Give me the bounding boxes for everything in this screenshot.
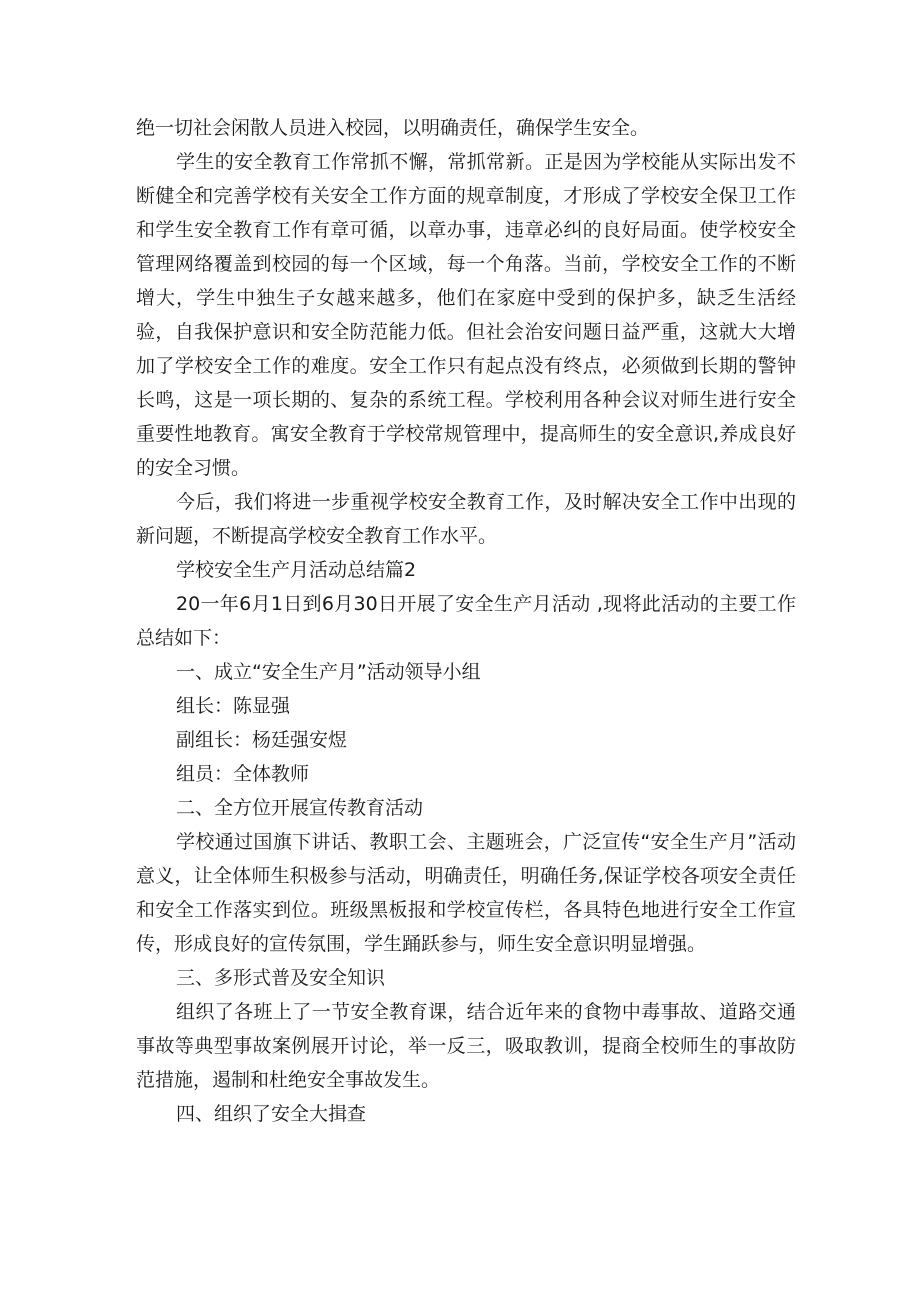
section-title: 学校安全生产月活动总结篇2 [176, 559, 417, 581]
heading-knowledge: 三、多形式普及安全知识 [176, 967, 386, 989]
paragraph-intro: 20一年6月1日到6月30日开展了安全生产月活动 ,现将此活动的主要工作总结如下： [136, 593, 796, 649]
paragraph-safety-education: 学生的安全教育工作常抓不懈，常抓常新。正是因为学校能从实际出发不断健全和完善学校有关安全工作方面的规章制度，才形成了学校安全保卫工作和学生安全教育工作有章可循，以章办事，违章必纠的良好局面。使学校安全管理网络覆盖到校园的每一个区域，每一个角落。当前，学校安全工作的不断增大，学生中独生子女越来越多，他们在家庭中受到的保护多，缺乏生活经验，自我保护意识和安全防范能力低。但社会治安问题日益严重，这就大大增加了学校安全工作的难度。安全工作只有起点没有终点，必须做到长期的警钟长鸣，这是一项长期的、复杂的系统工程。学校利用各种会议对师生进行安全重要性地教育。寓安全教育于学校常规管理中，提高师生的安全意识,养成良好的安全习惯。 [136, 151, 796, 479]
list-item-leader: 组长：陈显强 [176, 695, 291, 717]
paragraph-publicity: 学校通过国旗下讲话、教职工会、主题班会，广泛宣传“安全生产月”活动意义，让全体师生积极参与活动，明确责任，明确任务,保证学校各项安全责任和安全工作落实到位。班级黑板报和学校宣传栏，各具特色地进行安全工作宣传，形成良好的宣传氛围，学生踊跃参与，师生安全意识明显增强。 [136, 831, 796, 955]
paragraph-continuation: 绝一切社会闲散人员进入校园，以明确责任，确保学生安全。 [136, 117, 650, 139]
document-body [136, 111, 796, 1131]
paragraph-knowledge: 组织了各班上了一节安全教育课，结合近年来的食物中毒事故、道路交通事故等典型事故案例展开讨论，举一反三，吸取教训，提商全校师生的事故防范措施，遏制和杜绝安全事故发生。 [136, 1001, 796, 1091]
heading-inspection: 四、组织了安全大揖查 [176, 1103, 367, 1125]
list-item-deputy-leader: 副组长：杨廷强安煜 [176, 729, 348, 751]
paragraph-future-work: 今后，我们将进一步重视学校安全教育工作，及时解决安全工作中出现的新问题，不断提高学校安全教育工作水平。 [136, 491, 796, 547]
list-item-members: 组员：全体教师 [176, 763, 310, 785]
heading-publicity: 二、全方位开展宣传教育活动 [176, 797, 424, 819]
heading-leadership-group: 一、成立“安全生产月”活动领导小组 [176, 661, 481, 683]
